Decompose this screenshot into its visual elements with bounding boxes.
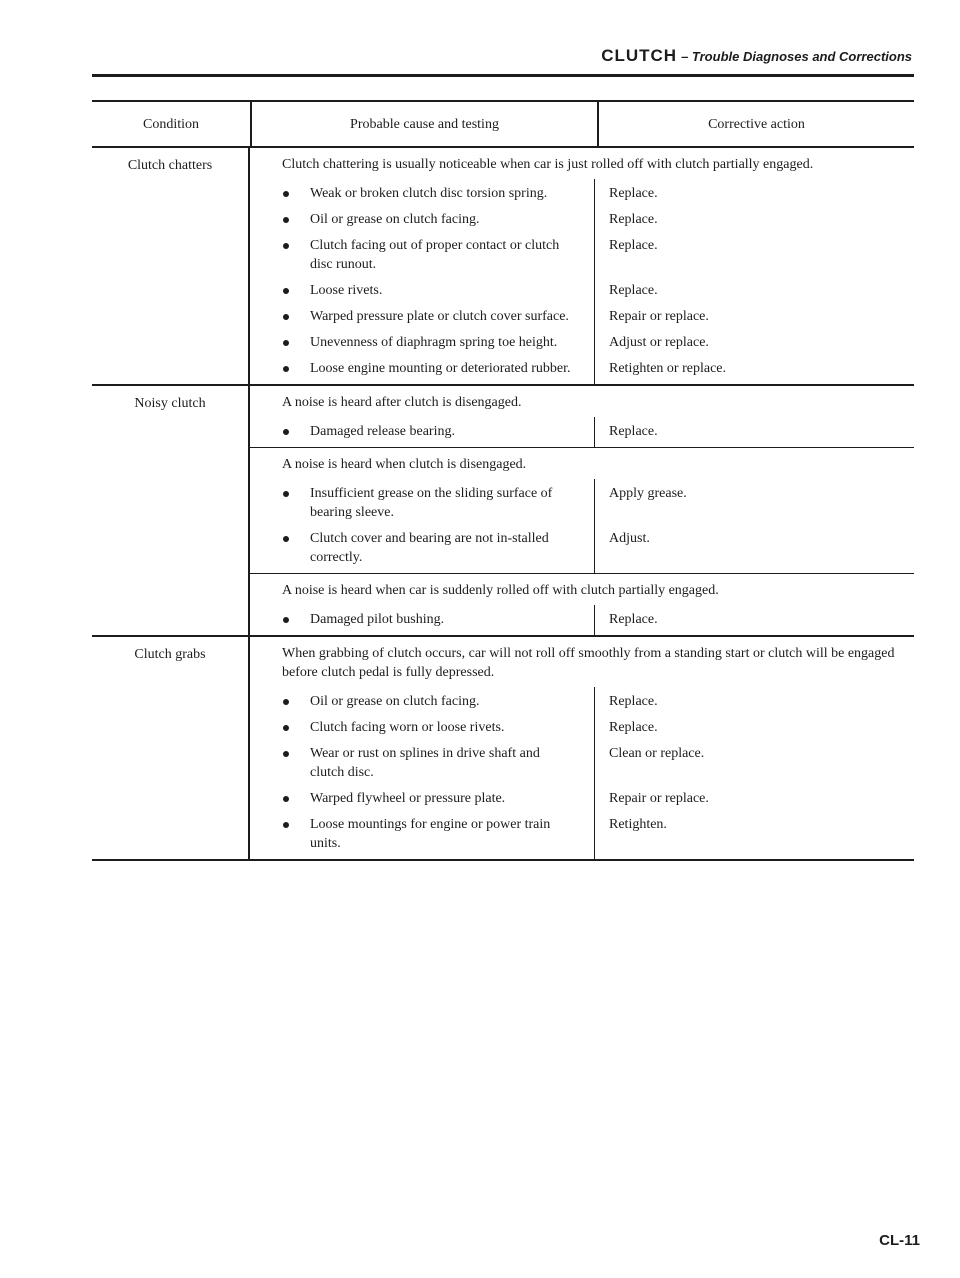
- cause-text: Clutch cover and bearing are not in-stalled correctly.: [310, 531, 549, 565]
- cause-item: [250, 789, 594, 808]
- bullet-icon: [283, 429, 289, 435]
- action-item: Apply grease.: [609, 486, 687, 501]
- symptom-section: [250, 637, 914, 859]
- action-item: Replace.: [609, 694, 658, 709]
- action-item: Repair or replace.: [609, 791, 709, 806]
- condition-group: [92, 386, 914, 637]
- action-column: [595, 605, 914, 635]
- condition-details: [250, 148, 914, 384]
- bullet-icon: [283, 491, 289, 497]
- cause-item: [250, 422, 594, 441]
- cause-column: [250, 417, 595, 447]
- section-title: CLUTCH: [601, 46, 678, 65]
- bullet-icon: [283, 243, 289, 249]
- symptom-section: [250, 386, 914, 448]
- bullet-icon: [283, 822, 289, 828]
- bullet-icon: [283, 191, 289, 197]
- action-item: Replace.: [609, 186, 658, 201]
- action-item: Retighten or replace.: [609, 361, 727, 376]
- cause-item: [250, 210, 594, 229]
- cause-item: [250, 610, 594, 629]
- cause-item: [250, 359, 594, 378]
- cause-item: [250, 236, 594, 274]
- bullet-icon: [283, 536, 289, 542]
- action-item: Repair or replace.: [609, 309, 709, 324]
- bullet-icon: [283, 699, 289, 705]
- table-body: [92, 148, 914, 859]
- condition-label: Noisy clutch: [92, 386, 250, 635]
- bullet-icon: [283, 617, 289, 623]
- action-item: Retighten.: [609, 817, 667, 832]
- cause-text: Weak or broken clutch disc torsion spring.: [310, 186, 548, 201]
- action-column: [595, 687, 914, 859]
- bullet-icon: [283, 366, 289, 372]
- cause-column: [250, 605, 595, 635]
- symptom-section: [250, 574, 914, 635]
- cause-item: [250, 484, 594, 522]
- symptom-description: A noise is heard when car is suddenly rolled off with clutch partially engaged.: [282, 583, 719, 598]
- cause-text: Insufficient grease on the sliding surface of bearing sleeve.: [310, 486, 553, 520]
- cause-item: [250, 333, 594, 352]
- symptom-description: A noise is heard when clutch is disengaged.: [282, 457, 527, 472]
- action-item: Replace.: [609, 283, 658, 298]
- header-condition: Condition: [92, 102, 252, 146]
- cause-item: [250, 692, 594, 711]
- cause-text: Loose engine mounting or deteriorated rubber.: [310, 361, 571, 376]
- header-cause: Probable cause and testing: [252, 102, 599, 146]
- cause-action-block: [250, 417, 914, 447]
- condition-label: Clutch grabs: [92, 637, 250, 859]
- cause-text: Loose mountings for engine or power train units.: [310, 817, 551, 851]
- cause-item: [250, 307, 594, 326]
- cause-item: [250, 184, 594, 203]
- condition-details: [250, 637, 914, 859]
- bullet-icon: [283, 217, 289, 223]
- cause-action-block: [250, 605, 914, 635]
- cause-text: Damaged pilot bushing.: [310, 612, 445, 627]
- bullet-icon: [283, 340, 289, 346]
- symptom-description: When grabbing of clutch occurs, car will not roll off smoothly from a standing start or clutch will be engaged before clutch pedal is fully depressed.: [282, 646, 895, 680]
- cause-item: [250, 815, 594, 853]
- cause-text: Warped pressure plate or clutch cover surface.: [310, 309, 569, 324]
- bullet-icon: [283, 288, 289, 294]
- bullet-icon: [283, 796, 289, 802]
- action-item: Replace.: [609, 612, 658, 627]
- header-action: Corrective action: [708, 116, 805, 132]
- table-header: [92, 102, 914, 148]
- cause-text: Clutch facing out of proper contact or clutch disc runout.: [310, 238, 560, 272]
- action-item: Clean or replace.: [609, 746, 705, 761]
- action-column: [595, 417, 914, 447]
- cause-text: Unevenness of diaphragm spring toe height.: [310, 335, 558, 350]
- cause-item: [250, 718, 594, 737]
- section-subtitle: – Trouble Diagnoses and Corrections: [681, 49, 912, 64]
- action-column: [595, 479, 914, 573]
- cause-column: [250, 479, 595, 573]
- page-number: CL-11: [879, 1232, 920, 1249]
- cause-column: [250, 179, 595, 384]
- cause-text: Wear or rust on splines in drive shaft and clutch disc.: [310, 746, 540, 780]
- symptom-section: [250, 448, 914, 574]
- action-item: Replace.: [609, 720, 658, 735]
- condition-group: [92, 148, 914, 386]
- condition-details: [250, 386, 914, 635]
- trouble-table: [92, 100, 914, 861]
- symptom-description: Clutch chattering is usually noticeable when car is just rolled off with clutch partially engaged.: [282, 157, 814, 172]
- cause-text: Warped flywheel or pressure plate.: [310, 791, 506, 806]
- symptom-description: A noise is heard after clutch is disengaged.: [282, 395, 522, 410]
- action-column: [595, 179, 914, 384]
- condition-label: Clutch chatters: [92, 148, 250, 384]
- cause-text: Damaged release bearing.: [310, 424, 455, 439]
- cause-item: [250, 281, 594, 300]
- action-item: Adjust or replace.: [609, 335, 709, 350]
- action-item: Replace.: [609, 424, 658, 439]
- cause-text: Oil or grease on clutch facing.: [310, 212, 480, 227]
- symptom-section: [250, 148, 914, 384]
- cause-action-block: [250, 179, 914, 384]
- action-item: Adjust.: [609, 531, 650, 546]
- header-rule: [92, 74, 914, 77]
- action-item: Replace.: [609, 238, 658, 253]
- condition-group: [92, 637, 914, 859]
- cause-text: Oil or grease on clutch facing.: [310, 694, 480, 709]
- cause-item: [250, 529, 594, 567]
- cause-text: Clutch facing worn or loose rivets.: [310, 720, 505, 735]
- cause-item: [250, 744, 594, 782]
- cause-action-block: [250, 687, 914, 859]
- cause-action-block: [250, 479, 914, 573]
- bullet-icon: [283, 751, 289, 757]
- page-header: [601, 46, 912, 66]
- bullet-icon: [283, 314, 289, 320]
- cause-text: Loose rivets.: [310, 283, 383, 298]
- action-item: Replace.: [609, 212, 658, 227]
- cause-column: [250, 687, 595, 859]
- bullet-icon: [283, 725, 289, 731]
